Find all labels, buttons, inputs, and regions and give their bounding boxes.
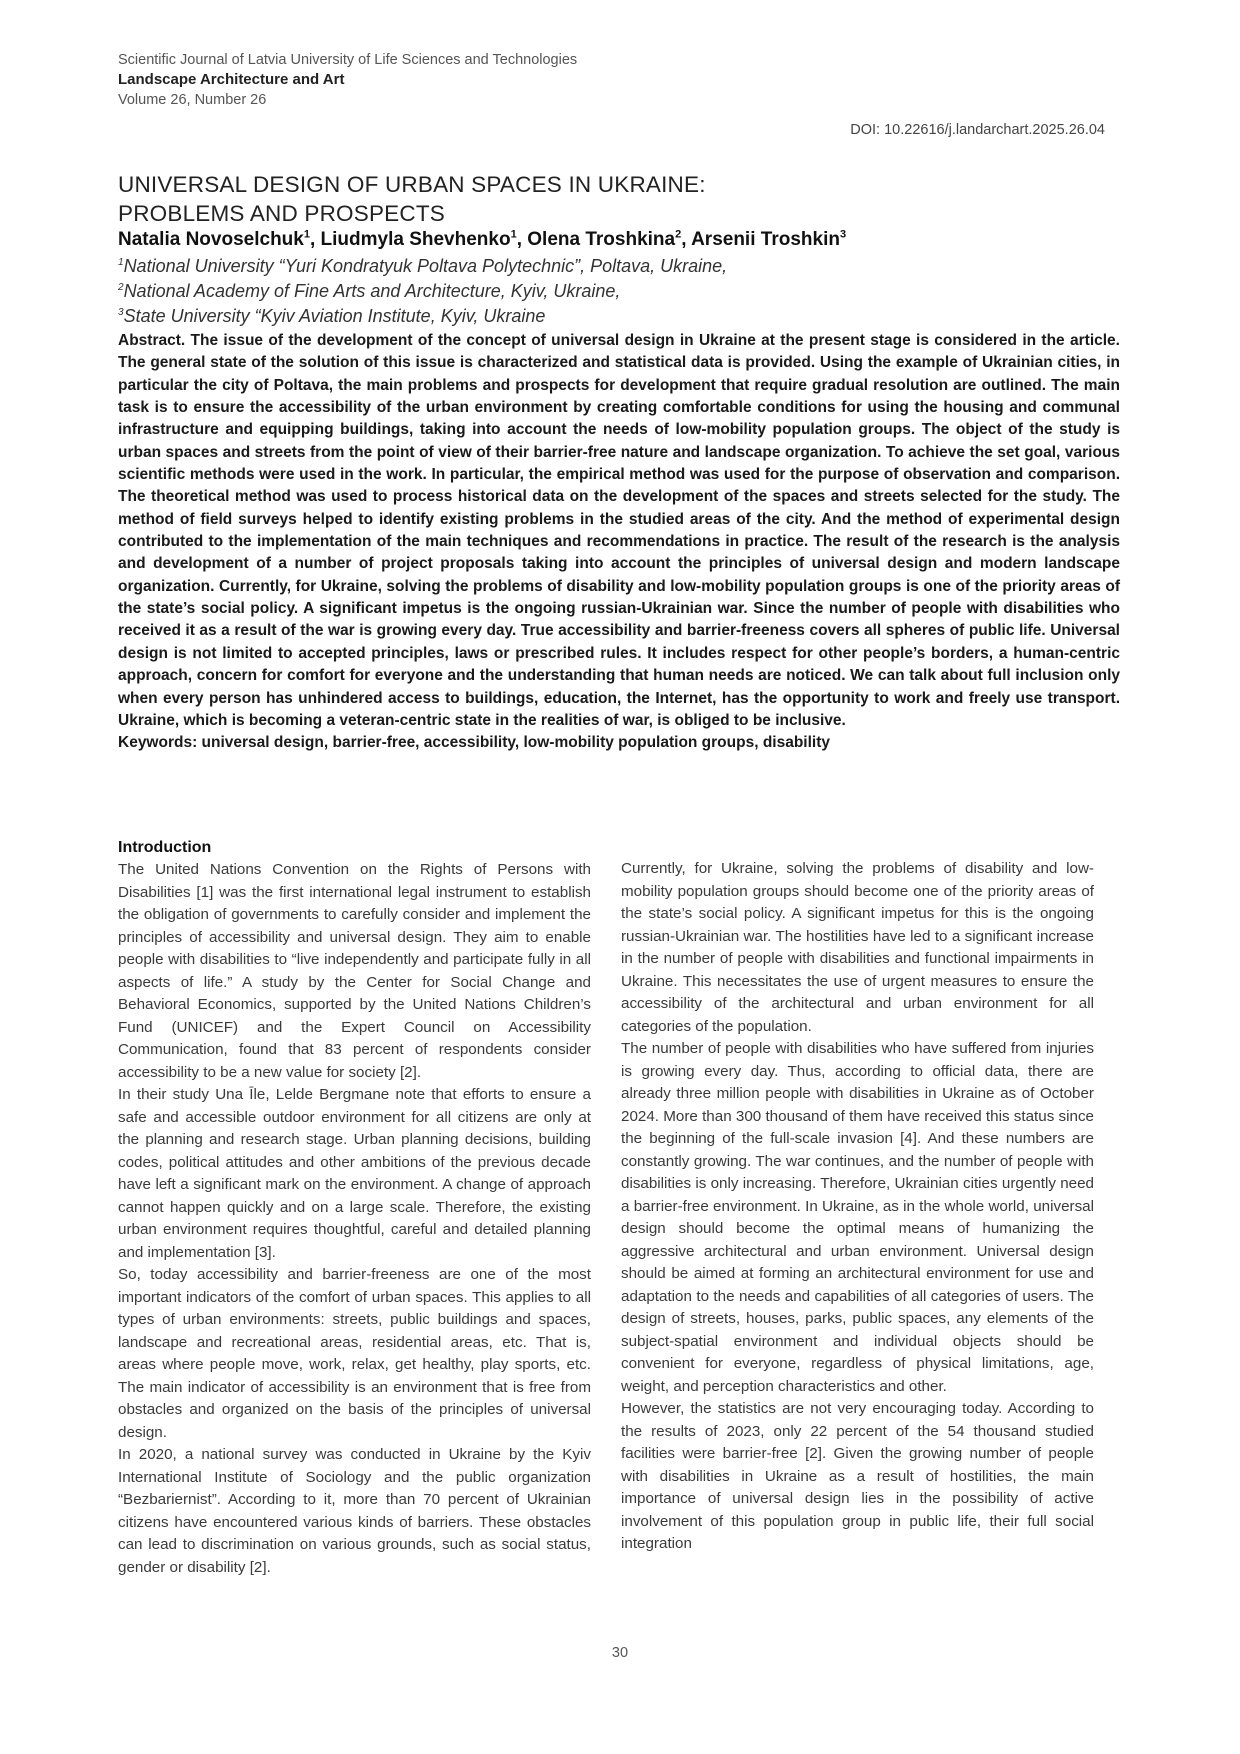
right-column <box>621 858 1094 1556</box>
body-paragraph: In their study Una Īle, Lelde Bergmane note that efforts to ensure a safe and accessible outdoor environment for all citizens are only at the planning and research stage. Urban planning decisions, building codes, political attitudes and other ambitions of the previous decade have left a significant mark on the environment. A change of approach cannot happen quickly and on a large scale. Therefore, the existing urban environment requires thoughtful, careful and detailed planning and implementation [3]. <box>118 1086 591 1261</box>
left-column <box>118 837 591 1579</box>
page-number: 30 <box>611 1645 629 1661</box>
body-paragraph: Currently, for Ukraine, solving the problems of disability and low-mobility population groups should become one of the priority areas of the state’s social policy. A significant impetus for this is the ongoing russian-Ukrainian war. The hostilities have led to a significant increase in the number of people with disabilities and functional impairments in Ukraine. This necessitates the use of urgent measures to ensure the accessibility of the architectural and urban environment for all categories of the population. <box>621 860 1094 1035</box>
article-title <box>118 170 1098 228</box>
journal-name: Landscape Architecture and Art <box>118 71 345 88</box>
title-line-2: PROBLEMS AND PROSPECTS <box>118 201 445 226</box>
abstract-block <box>118 330 1120 755</box>
author-list <box>118 229 846 251</box>
keywords: Keywords: universal design, barrier-free, accessibility, low-mobility population groups, disability <box>118 734 831 752</box>
introduction-heading: Introduction <box>118 839 212 856</box>
body-paragraph: However, the statistics are not very encouraging today. According to the results of 2023, only 22 percent of the 54 thousand studied facilities were barrier-free [2]. Given the growing number of people with disabilities in Ukraine as a result of hostilities, the main importance of universal design lies in the possibility of active involvement of this population group in public life, their full social integration <box>621 1400 1094 1552</box>
author: Natalia Novoselchuk$^1$, <box>118 229 321 251</box>
author: Arsenii Troshkin$^3$ <box>691 229 847 251</box>
author: Olena Troshkina$^2$, <box>527 229 692 251</box>
body-paragraph: The number of people with disabilities who have suffered from injuries is growing every day. Thus, according to official data, there are already three million people with disabilities in Ukraine as of October 2024. More than 300 thousand of them have received this status since the beginning of the full-scale invasion [4]. And these numbers are constantly growing. The war continues, and the number of people with disabilities is only increasing. Therefore, Ukrainian cities urgently need a barrier-free environment. In Ukraine, as in the whole world, universal design should become the optimal means of humanizing the aggressive architectural and urban environment. Universal design should be aimed at forming an architectural environment for use and adaptation to the needs and capabilities of all categories of users. The design of streets, houses, parks, public spaces, any elements of the subject-spatial environment and individual objects should be convenient for everyone, regardless of physical limitations, age, weight, and perception characteristics and other. <box>621 1040 1094 1395</box>
title-line-1: UNIVERSAL DESIGN OF URBAN SPACES IN UKRAINE: <box>118 172 706 197</box>
doi: DOI: 10.22616/j.landarchart.2025.26.04 <box>850 122 1105 138</box>
affiliation: $^3$State University “Kyiv Aviation Institute, Kyiv, Ukraine <box>118 306 546 326</box>
volume-line: Volume 26, Number 26 <box>118 92 267 108</box>
abstract-text: Abstract. The issue of the development of the concept of universal design in Ukraine at the present stage is considered in the article. The general state of the solution of this issue is characterized and statistical data is provided. Using the example of Ukrainian cities, in particular the city of Poltava, the main problems and prospects for development that require gradual resolution are outlined. The main task is to ensure the accessibility of the urban environment by creating comfortable conditions for using the housing and communal infrastructure and equipping buildings, taking into account the needs of low-mobility population groups. The object of the study is urban spaces and streets from the point of view of their barrier-free nature and landscape organization. To achieve the set goal, various scientific methods were used in the work. In particular, the empirical method was used for the purpose of observation and comparison. The theoretical method was used to process historical data on the development of the spaces and streets selected for the study. The method of field surveys helped to identify existing problems in the studied areas of the city. And the method of experimental design contributed to the implementation of the main techniques and recommendations in practice. The result of the research is the analysis and development of a number of project proposals taking into account the principles of universal design and modern landscape organization. Currently, for Ukraine, solving the problems of disability and low-mobility population groups is one of the priority areas of the state’s social policy. A significant impetus is the ongoing russian-Ukrainian war. Since the number of people with disabilities who received it as a result of the war is growing every day. True accessibility and barrier-freeness covers all spheres of public life. Universal design is not limited to accepted principles, laws or prescribed rules. It includes respect for other people’s borders, a human-centric approach, concern for comfort for everyone and the understanding that human needs are noticed. We can talk about full inclusion only when every person has unhindered access to buildings, education, the Internet, has the opportunity to work and freely use transport. Ukraine, which is becoming a veteran-centric state in the realities of war, is obliged to be inclusive. <box>118 332 1120 729</box>
affiliation: $^1$National University “Yuri Kondratyuk Poltava Polytechnic”, Poltava, Ukraine, <box>118 256 728 276</box>
author: Liudmyla Shevhenko$^1$, <box>320 229 528 251</box>
affiliation: $^2$National Academy of Fine Arts and Architecture, Kyiv, Ukraine, <box>118 281 621 301</box>
journal-line: Scientific Journal of Latvia University of Life Sciences and Technologies <box>118 52 578 68</box>
affiliations <box>118 252 727 327</box>
body-paragraph: The United Nations Convention on the Rights of Persons with Disabilities [1] was the first international legal instrument to establish the obligation of governments to carefully consider and implement the principles of accessibility and universal design. They aim to enable people with disabilities to “live independently and participate fully in all aspects of life.” A study by the Center for Social Change and Behavioral Economics, supported by the United Nations Children’s Fund (UNICEF) and the Expert Council on Accessibility Communication, found that 83 percent of respondents consider accessibility to be a new value for society [2]. <box>118 861 591 1081</box>
body-paragraph: So, today accessibility and barrier-freeness are one of the most important indicators of the comfort of urban spaces. This applies to all types of urban environments: streets, public buildings and spaces, landscape and recreational areas, residential areas, etc. That is, areas where people move, work, relax, get healthy, play sports, etc. The main indicator of accessibility is an environment that is free from obstacles and organized on the basis of the principles of universal design. <box>118 1266 591 1441</box>
journal-header <box>118 50 577 110</box>
body-paragraph: In 2020, a national survey was conducted in Ukraine by the Kyiv International Institute of Sociology and the public organization “Bezbariernist”. According to it, more than 70 percent of Ukrainian citizens have encountered various kinds of barriers. These obstacles can lead to discrimination on various grounds, such as social status, gender or disability [2]. <box>118 1446 591 1576</box>
